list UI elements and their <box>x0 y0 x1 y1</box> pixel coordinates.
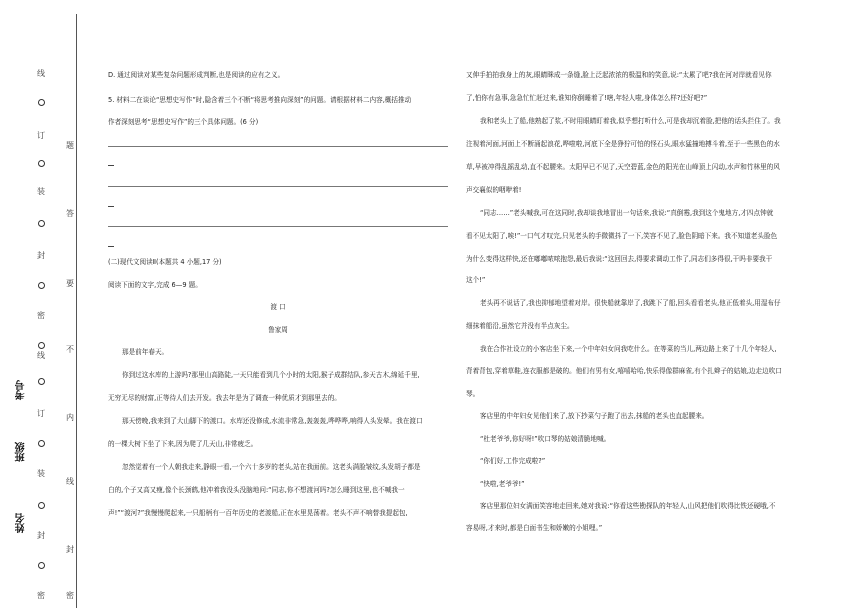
paragraph-line: 草,早被冲得乱摇乱动,直不起腰来。太阳早已不见了,天空碧蓝,金色的阳光在山峰顶上闪动,水声和竹林里的风 <box>466 163 780 171</box>
article-author: 鲁家周 <box>268 326 288 334</box>
margin-char: 密 <box>37 591 45 600</box>
paragraph-line: 无穷无尽的财富,正等待人们去开发。我去年是为了调查一种优质才到那里去的。 <box>108 394 341 402</box>
paragraph-line: 白的,个子又高又瘦,像个长颈鹤,他冲着我没头没脑地问:“同志,你不想渡河吗?怎么睡到这里,也不喊我一 <box>108 486 405 494</box>
margin-circle <box>38 220 45 227</box>
paragraph-line: 为什么变得这样快,还在嘟嘟哝哝抱怨,最后我说:“这回回去,得要求调动工作了,同志们多得很,干吗非要我干 <box>466 255 773 263</box>
margin-char: 密 <box>37 311 45 320</box>
paragraph-line: 容易呀,才来时,都是白面书生和娇嫩的小姐哩。” <box>466 524 603 532</box>
paragraph-line: 又伸手拍拍我身上的灰,眼睛眯成一条缝,脸上泛起浓浓的极温和的笑意,说:“太累了吧?我在河对岸就看见你 <box>466 71 772 79</box>
paragraph-line: 琴。 <box>466 390 480 398</box>
margin-char: 线 <box>37 351 45 360</box>
paragraph-line: 你到过这水库的上游吗?那里山高路陡,一天只能看到几个小时的太阳,猴子成群结队,参天古木,绵延千里, <box>122 371 420 379</box>
answer-line <box>108 146 448 147</box>
margin-char: 封 <box>37 251 45 260</box>
margin-char: 装 <box>37 469 45 478</box>
binding-line <box>76 14 77 608</box>
margin-circle <box>38 342 45 349</box>
paragraph-line: 看不见太阳了,唉!”一口气才叹完,只见老头的手微微抖了一下,笑容不见了,脸色阴暗下来。我不知道老头脸色 <box>466 232 778 240</box>
margin-char: 订 <box>37 131 45 140</box>
paragraph-line: 声!”“渡河?”我慢慢爬起来,一只船柄有一百年历史的老渡船,正在水里晃荡着。老头不声不响替我提起包, <box>108 509 408 517</box>
margin-circle <box>38 440 45 447</box>
question-5-line-2: 作者深刻思考“思想史写作”的三个具体问题。(6 分) <box>108 118 259 126</box>
margin-char: 封 <box>37 531 45 540</box>
paragraph-line: 的一棵大树下坐了下来,因为爬了几天山,非常疲乏。 <box>108 440 258 448</box>
paragraph-line: 忽然觉着有一个人朝我走来,静眼一看,一个六十多岁的老头,站在我面前。这老头满脸皱纹,头发胡子都是 <box>122 463 421 471</box>
paragraph-line: 注视着河面,河面上不断涌起浪花,哗啦啦,河底下全是狰狞可怕的怪石头,眼水猛撞地搏斗着,至于一些黑色的水 <box>466 140 780 148</box>
margin-char: 装 <box>37 187 45 196</box>
paragraph-line: 细抹着船沿,虽然它并没有半点灰尘。 <box>466 322 574 330</box>
paragraph-line: “杜老爷爷,你好呀!”吹口琴的姑娘清脆地喊。 <box>480 435 611 443</box>
paragraph-line: 这个!” <box>466 276 486 284</box>
margin-circle <box>38 99 45 106</box>
paragraph-line: 背着背包,穿着草鞋,连衣服都是破的。他们有男有女,嘻嘻哈哈,快乐得像群麻雀,有个扎辫子的姑娘,边走边吹口 <box>466 367 782 375</box>
margin-inner-char: 不 <box>66 345 74 354</box>
paragraph-line: 那是前年春天。 <box>122 348 169 356</box>
margin-inner-char: 密 <box>66 591 74 600</box>
margin-char: 订 <box>37 409 45 418</box>
margin-circle <box>38 562 45 569</box>
reading-instruction: 阅读下面的文字,完成 6—9 题。 <box>108 281 202 289</box>
answer-line <box>108 186 448 187</box>
paragraph-line: 老头再不说话了,我也抑郁地望着对岸。很快船就靠岸了,我跳下了船,回头看看老头,他正低着头,用湿布仔 <box>480 299 781 307</box>
paragraph-line: 我在合作社设立的小客店坐下来,一个中年妇女问我吃什么。在等菜的当儿,两边路上来了十几个年轻人, <box>480 345 777 353</box>
margin-inner-char: 线 <box>66 477 74 486</box>
section-heading: (二)现代文阅读Ⅱ(本题共 4 小题,17 分) <box>108 258 222 266</box>
article-title: 渡 口 <box>270 303 286 311</box>
paragraph-line: 那天傍晚,我来到了大山脚下的渡口。水库还没修成,水流非常急,轰轰轰,哗哗哗,响得人头发晕。我在渡口 <box>122 417 423 425</box>
paragraph-line: “你们好,工作完成啦?” <box>480 457 546 465</box>
label-xingming: 姓名 <box>16 513 27 533</box>
paragraph-line: 了,怕你有急事,急急忙忙赶过来,谁知你倒睡着了!嗐,年轻人啦,身体怎么样?还好吧?” <box>466 94 708 102</box>
label-banji: 班级 <box>16 442 27 462</box>
margin-inner-char: 内 <box>66 413 74 422</box>
paragraph-line: 我和老头上了船,他熟起了浆,不时用眼睛盯着我,似乎想打听什么,可是我却沉着脸,把他的话头拦住了。我 <box>480 117 781 125</box>
binding-margin <box>0 0 80 608</box>
margin-char: 线 <box>37 69 45 78</box>
margin-circle <box>38 160 45 167</box>
margin-inner-char: 要 <box>66 279 74 288</box>
margin-circle <box>38 502 45 509</box>
margin-inner-char: 答 <box>66 209 74 218</box>
margin-inner-char: 题 <box>66 141 74 150</box>
answer-dash <box>108 165 114 166</box>
answer-dash <box>108 246 114 247</box>
paragraph-line: 客店里那位妇女满面笑容地走回来,她对我说:“你看这些勘探队的年轻人,山风把他们吹得比铁还硬哦,不 <box>480 502 776 510</box>
label-kaohao: 考号 <box>16 380 27 400</box>
option-d: D. 通过阅读对某些复杂问题形成判断,也是阅读的应有之义。 <box>108 71 285 79</box>
answer-dash <box>108 206 114 207</box>
paragraph-line: 客店里的中年妇女见他们来了,放下抄菜勺子跑了出去,抹船的老头也直起腰来。 <box>480 412 709 420</box>
margin-inner-char: 封 <box>66 545 74 554</box>
paragraph-line: “快啦,老爷爷!” <box>480 480 525 488</box>
margin-circle <box>38 378 45 385</box>
answer-line <box>108 226 448 227</box>
margin-circle <box>38 282 45 289</box>
paragraph-line: “同志……”老头喊我,可在这同时,我却谈我地冒出一句话来,我说:“真倒霉,我到这个鬼地方,才四点钟就 <box>480 209 774 217</box>
paragraph-line: 声交襄似的咽咿着! <box>466 186 522 194</box>
question-5-line-1: 5. 材料二在谈论“思想史写作”时,隐含着三个不断“将思考推向深刻”的问题。请根据材料二内容,概括推动 <box>108 96 412 104</box>
